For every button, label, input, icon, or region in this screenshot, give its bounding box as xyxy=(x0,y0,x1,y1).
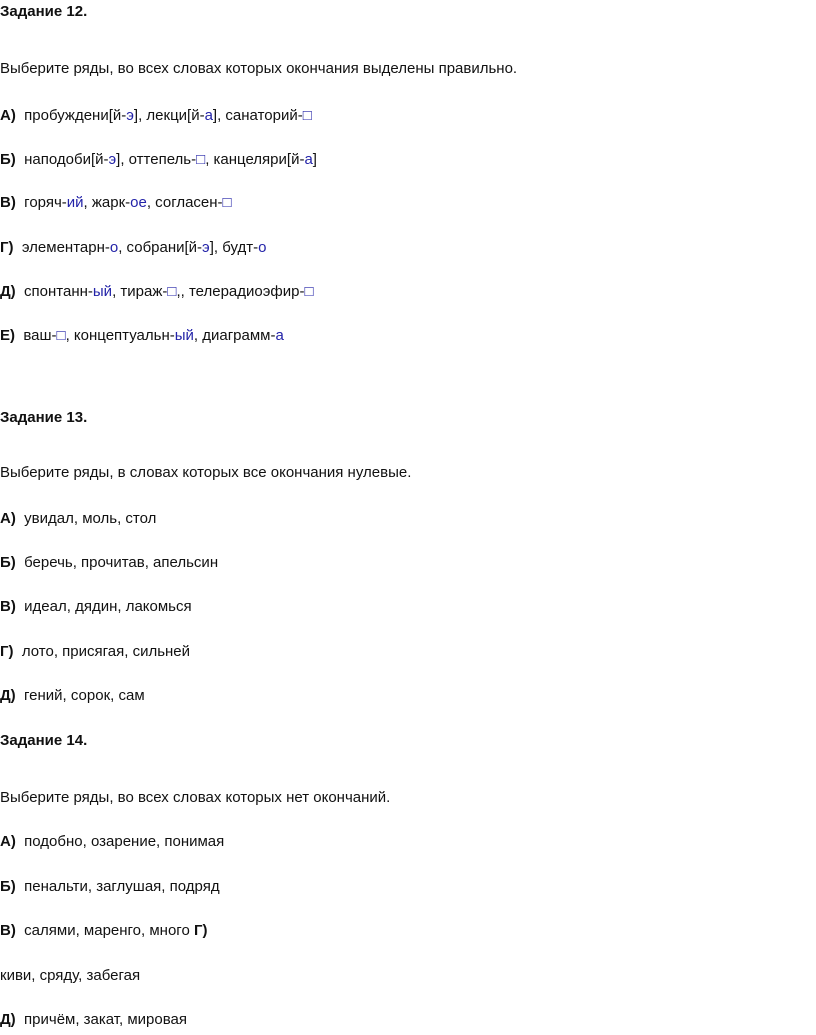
task-12-option-d xyxy=(0,282,314,302)
word-text: , диаграмм- xyxy=(193,327,276,344)
word-text: пробуждени[й- xyxy=(24,107,127,124)
word-text: , согласен- xyxy=(146,194,223,211)
word-text: наподоби[й- xyxy=(24,151,109,168)
task-12-option-v xyxy=(0,193,232,213)
word-text: ,, телерадиоэфир- xyxy=(176,283,305,300)
zero-ending-box: □ xyxy=(56,327,66,344)
word-text: элементарн- xyxy=(21,239,110,256)
ending: а xyxy=(304,151,313,168)
zero-ending-box: □ xyxy=(222,194,232,211)
option-label: Г) xyxy=(0,239,14,256)
word-text: , собрани[й- xyxy=(118,239,203,256)
option-text: лото, присягая, сильней xyxy=(21,643,191,660)
option-label: Е) xyxy=(0,327,15,344)
task-14-option-g-text xyxy=(0,966,140,986)
option-label: В) xyxy=(0,922,16,939)
option-text: салями, маренго, много xyxy=(24,922,190,939)
option-text: идеал, дядин, лакомься xyxy=(24,598,192,615)
task-12-prompt: Выберите ряды, во всех словах которых окончания выделены правильно. xyxy=(0,60,518,77)
option-label: В) xyxy=(0,598,16,615)
option-label: А) xyxy=(0,833,16,850)
word-text: , тираж- xyxy=(112,283,168,300)
option-label: Б) xyxy=(0,554,16,571)
task-14-option-b xyxy=(0,877,220,897)
word-text: ] xyxy=(312,151,317,168)
word-text: , концептуальн- xyxy=(65,327,175,344)
option-label: В) xyxy=(0,194,16,211)
option-text: беречь, прочитав, апельсин xyxy=(24,554,219,571)
word-text: ], будт- xyxy=(209,239,259,256)
task-12-option-a xyxy=(0,106,312,126)
task-14-title: Задание 14. xyxy=(0,732,88,749)
option-text: причём, закат, мировая xyxy=(24,1011,187,1028)
zero-ending-box: □ xyxy=(302,107,312,124)
task-13-prompt: Выберите ряды, в словах которых все окончания нулевые. xyxy=(0,464,412,481)
word-text: , жарк- xyxy=(83,194,131,211)
ending: э xyxy=(108,151,117,168)
option-label: А) xyxy=(0,107,16,124)
task-12-option-g xyxy=(0,238,266,258)
word-text: , канцеляри[й- xyxy=(205,151,305,168)
option-label: А) xyxy=(0,510,16,527)
ending: э xyxy=(202,239,210,256)
word-text: ], санаторий- xyxy=(212,107,303,124)
word-text: ], лекци[й- xyxy=(133,107,205,124)
ending: ый xyxy=(92,283,113,300)
task-14-option-a xyxy=(0,832,224,852)
word-text: горяч- xyxy=(24,194,67,211)
word-text: ], оттепель- xyxy=(116,151,197,168)
zero-ending-box: □ xyxy=(167,283,177,300)
task-13-title: Задание 13. xyxy=(0,409,88,426)
option-label: Б) xyxy=(0,151,16,168)
option-text: подобно, озарение, понимая xyxy=(24,833,225,850)
task-13-option xyxy=(0,553,218,573)
zero-ending-box: □ xyxy=(304,283,314,300)
option-label: Д) xyxy=(0,687,16,704)
task-14-prompt: Выберите ряды, во всех словах которых нет окончаний. xyxy=(0,789,391,806)
task-12-option-e xyxy=(0,326,284,346)
ending: ый xyxy=(174,327,194,344)
word-text: ваш- xyxy=(23,327,57,344)
option-label: Д) xyxy=(0,1011,16,1028)
ending: ое xyxy=(130,194,147,211)
option-text: киви, сряду, забегая xyxy=(0,967,141,984)
word-text: спонтанн- xyxy=(24,283,93,300)
ending: ий xyxy=(66,194,84,211)
zero-ending-box: □ xyxy=(196,151,206,168)
task-14-option-d xyxy=(0,1010,187,1030)
task-12-option-b xyxy=(0,150,317,170)
option-label: Г) xyxy=(193,922,208,939)
option-text: гений, сорок, сам xyxy=(24,687,145,704)
ending: а xyxy=(204,107,213,124)
option-text: увидал, моль, стол xyxy=(24,510,157,527)
task-13-option xyxy=(0,686,145,706)
task-14-option-v xyxy=(0,921,207,941)
option-label: Д) xyxy=(0,283,16,300)
option-label: Б) xyxy=(0,878,16,895)
ending: э xyxy=(126,107,134,124)
task-13-option xyxy=(0,642,190,662)
task-13-option xyxy=(0,509,156,529)
ending: а xyxy=(275,327,284,344)
task-12-title: Задание 12. xyxy=(0,3,88,20)
task-13-option xyxy=(0,597,192,617)
ending: о xyxy=(258,239,267,256)
option-label: Г) xyxy=(0,643,14,660)
ending: о xyxy=(109,239,119,256)
option-text: пенальти, заглушая, подряд xyxy=(24,878,220,895)
